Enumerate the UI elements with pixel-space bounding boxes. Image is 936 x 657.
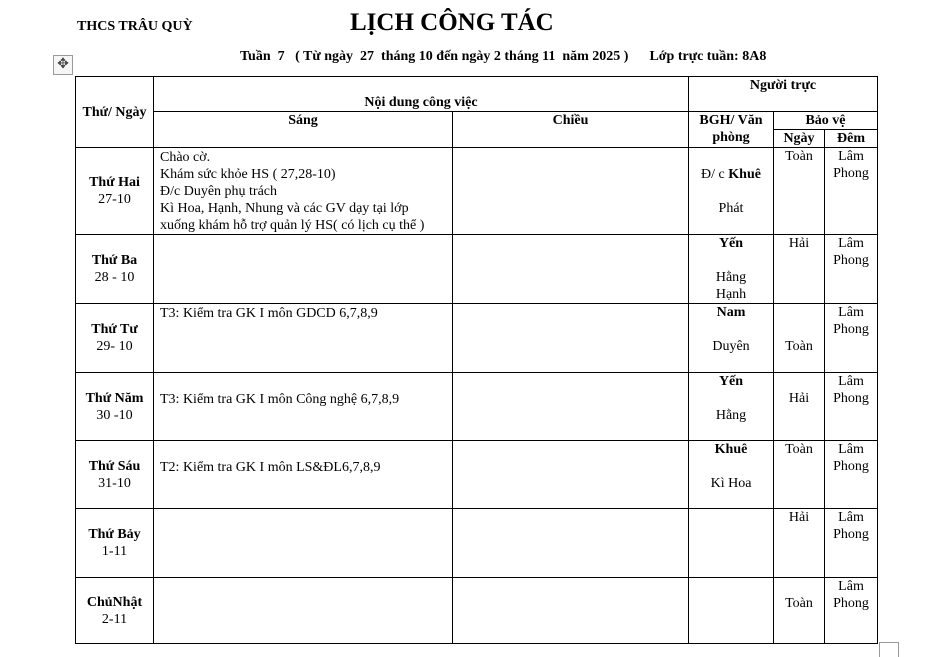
day-name: Thứ Năm xyxy=(85,390,144,406)
bgh-lead-line xyxy=(691,304,771,321)
spacer xyxy=(691,321,771,338)
morning-line: Đ/c Duyên phụ trách xyxy=(160,184,278,199)
table-row xyxy=(76,148,878,235)
afternoon-cell xyxy=(453,148,689,235)
guard-day-cell: Toàn xyxy=(774,578,825,644)
spacer xyxy=(691,183,771,200)
morning-line: Chào cờ. xyxy=(160,150,211,165)
bgh-cell xyxy=(689,441,774,509)
day-cell xyxy=(76,441,154,509)
afternoon-cell xyxy=(453,373,689,441)
table-row xyxy=(76,373,878,441)
table-move-handle-icon[interactable]: ✥ xyxy=(53,55,73,75)
day-cell xyxy=(76,509,154,578)
bgh-cell xyxy=(689,509,774,578)
day-name: ChủNhật xyxy=(86,594,143,610)
header-day: Thứ/ Ngày xyxy=(76,77,154,148)
day-cell xyxy=(76,148,154,235)
guard-night-cell: Lâm Phong xyxy=(825,304,878,373)
week-subtitle: Tuần 7 ( Từ ngày 27 tháng 10 đến ngày 2 tháng 11 năm 2025 ) Lớp trực tuần: 8A8 xyxy=(240,49,767,64)
morning-cell xyxy=(154,304,453,373)
afternoon-cell xyxy=(453,509,689,578)
guard-night-cell: Lâm Phong xyxy=(825,578,878,644)
bgh-lead: Nam xyxy=(716,305,746,320)
spacer xyxy=(691,252,771,269)
day-cell xyxy=(76,304,154,373)
bgh-member: Kì Hoa xyxy=(710,476,752,491)
morning-line: T3: Kiểm tra GK I môn Công nghệ 6,7,8,9 xyxy=(160,392,400,407)
bgh-lead: Khuê xyxy=(728,167,761,182)
bgh-member: Phát xyxy=(718,201,744,216)
guard-day-cell: Hải xyxy=(774,235,825,304)
bgh-member: Hạnh xyxy=(715,287,747,302)
bgh-lead: Yến xyxy=(718,374,744,389)
guard-night-cell: Lâm Phong xyxy=(825,509,878,578)
day-cell xyxy=(76,373,154,441)
header-morning: Sáng xyxy=(154,112,453,148)
afternoon-cell xyxy=(453,578,689,644)
day-cell xyxy=(76,235,154,304)
afternoon-cell xyxy=(453,441,689,509)
bgh-member: Hằng xyxy=(715,270,747,285)
bgh-prefix: Đ/ c xyxy=(701,167,729,182)
table-row xyxy=(76,235,878,304)
guard-day-cell: Toàn xyxy=(774,441,825,509)
day-date: 31-10 xyxy=(98,475,131,491)
bgh-cell xyxy=(689,304,774,373)
morning-cell xyxy=(154,148,453,235)
morning-cell xyxy=(154,441,453,509)
header-content: Nội dung công việc xyxy=(154,77,689,112)
guard-night-cell: Lâm Phong xyxy=(825,148,878,235)
day-cell xyxy=(76,578,154,644)
bgh-cell xyxy=(689,148,774,235)
table-row xyxy=(76,441,878,509)
day-date: 29- 10 xyxy=(96,339,133,354)
day-date: 2-11 xyxy=(101,611,128,627)
guard-day-cell: Hải xyxy=(774,509,825,578)
document-title: LỊCH CÔNG TÁC xyxy=(350,9,554,36)
header-afternoon: Chiều xyxy=(453,112,689,148)
bgh-cell xyxy=(689,373,774,441)
bgh-cell xyxy=(689,235,774,304)
morning-line: xuống khám hỗ trợ quản lý HS( có lịch cụ thể ) xyxy=(160,218,425,233)
morning-cell xyxy=(154,235,453,304)
guard-day-cell: Hải xyxy=(774,373,825,441)
bgh-lead-line xyxy=(691,235,771,252)
day-name: Thứ Bảy xyxy=(88,527,141,542)
morning-cell xyxy=(154,373,453,441)
spacer xyxy=(691,390,771,407)
bgh-lead-line xyxy=(691,166,771,183)
header-guard: Bảo vệ xyxy=(774,112,878,130)
day-date: 1-11 xyxy=(101,544,128,559)
bgh-lead-line xyxy=(691,441,771,458)
table-row xyxy=(76,578,878,644)
morning-cell xyxy=(154,578,453,644)
morning-line: Kì Hoa, Hạnh, Nhung và các GV dạy tại lớp xyxy=(160,201,409,216)
schedule-table xyxy=(75,76,878,644)
afternoon-cell xyxy=(453,304,689,373)
guard-night-cell: Lâm Phong xyxy=(825,373,878,441)
guard-night-cell: Lâm Phong xyxy=(825,235,878,304)
day-name: Thứ Hai xyxy=(89,175,140,190)
day-name: Thứ Ba xyxy=(91,253,138,268)
table-resize-handle[interactable] xyxy=(879,642,899,657)
bgh-lead-line xyxy=(691,373,771,390)
day-date: 28 - 10 xyxy=(94,270,135,285)
bgh-member: Duyên xyxy=(712,339,750,354)
guard-night-cell: Lâm Phong xyxy=(825,441,878,509)
school-name: THCS TRÂU QUỲ xyxy=(77,19,193,34)
morning-line: Khám sức khỏe HS ( 27,28-10) xyxy=(160,167,336,182)
guard-day-cell: Toàn xyxy=(774,148,825,235)
afternoon-cell xyxy=(453,235,689,304)
day-date: 27-10 xyxy=(98,192,131,207)
bgh-lead: Yến xyxy=(718,236,744,251)
header-bgh: BGH/ Văn phòng xyxy=(689,112,774,148)
spacer xyxy=(691,458,771,475)
morning-cell xyxy=(154,509,453,578)
guard-day-cell: Toàn xyxy=(774,304,825,373)
table-row xyxy=(76,509,878,578)
morning-line: T2: Kiểm tra GK I môn LS&ĐL6,7,8,9 xyxy=(160,460,381,475)
bgh-cell xyxy=(689,578,774,644)
header-guard-day: Ngày xyxy=(774,130,825,148)
day-date: 30 -10 xyxy=(96,407,133,423)
bgh-member: Hằng xyxy=(715,408,747,423)
table-row xyxy=(76,304,878,373)
header-duty: Người trực xyxy=(689,77,878,112)
day-name: Thứ Tư xyxy=(91,322,138,337)
day-name: Thứ Sáu xyxy=(88,458,141,474)
bgh-lead: Khuê xyxy=(714,442,748,457)
header-guard-night: Đêm xyxy=(825,130,878,148)
morning-line: T3: Kiểm tra GK I môn GDCD 6,7,8,9 xyxy=(160,306,378,321)
